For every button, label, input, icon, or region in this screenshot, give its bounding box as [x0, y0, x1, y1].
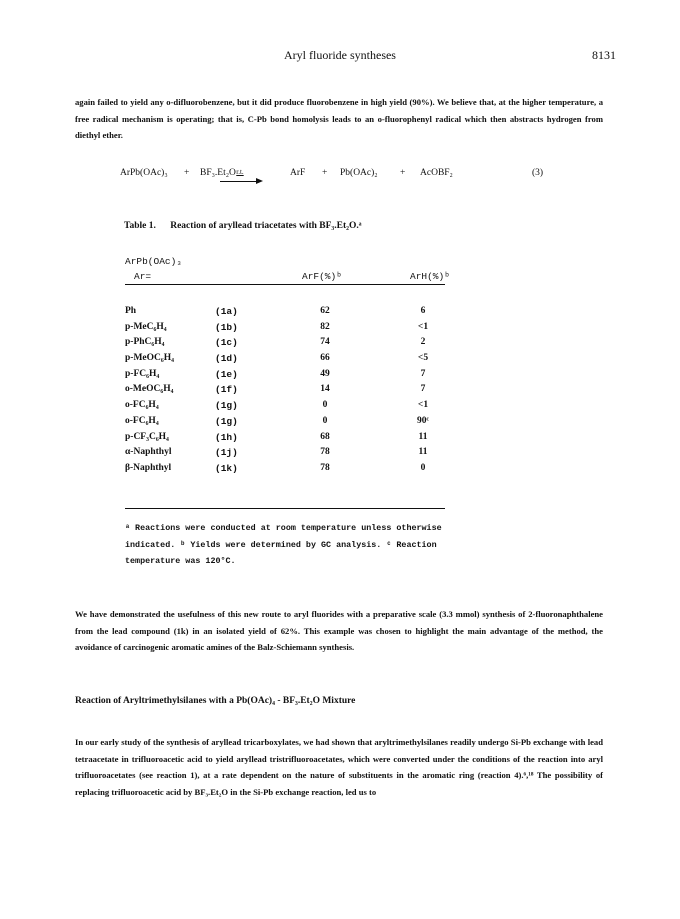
cell-code: (1k) [215, 462, 238, 474]
cell-ar: o-FC₆H₄ [125, 400, 159, 411]
cell-arf: 49 [320, 368, 330, 379]
table-caption [124, 221, 362, 231]
cell-ar: β-Naphthyl [125, 462, 172, 473]
table-header-rule [125, 284, 445, 285]
cell-ar: p-CF₃C₆H₄ [125, 431, 169, 442]
cell-arf: 82 [320, 321, 330, 332]
paragraph-2: We have demonstrated the usefulness of this new route to aryl fluorides with a preparative scale (3.3 mmol) synthesis of 2-fluoronaphthalene from the lead compound (1k) in an isolated yield of 62%. This example was chosen to highlight the main advantage of the method, the avoidance of carcinogenic aromatic amines of the Balz-Schiemann synthesis. [75, 609, 603, 652]
paragraph-3: In our early study of the synthesis of aryllead tricarboxylates, we had shown that aryltrimethylsilanes readily undergo Si-Pb exchange with lead tetraacetate in trifluoroacetic acid to yield aryllead tristrifluoroacetates, which were converted under the conditions of the reaction into aryl trifluoroacetates (see reaction 1), at a rate dependent on the nature of substituents in the aromatic ring (reaction 4).⁶,¹⁸ The possibility of replacing trifluoroacetic acid by BF₃.Et₂O in the Si-Pb exchange reaction, led us to [75, 737, 603, 797]
cell-arf: 62 [320, 306, 330, 316]
table-caption-text: Reaction of aryllead triacetates with BF₃.Et₂O.ᵃ [170, 221, 362, 231]
cell-arf: 78 [320, 447, 330, 458]
column-header-ar: Ar= [134, 271, 152, 282]
paragraph-1: again failed to yield any o-difluorobenzene, but it did produce fluorobenzene in high yield (90%). We believe that, at the higher temperature, a free radical mechanism is operating; that is, C-Pb bond homolysis leads to an o-fluorophenyl radical which then abstracts hydrogen from diethyl ether. [75, 97, 603, 140]
cell-ar: p-FC₆H₄ [125, 368, 160, 379]
table-footer-rule [125, 508, 445, 509]
plus-sign: + [184, 168, 190, 178]
cell-arf: 0 [322, 400, 328, 411]
product-lead-diacetate: Pb(OAc)₂ [340, 168, 378, 178]
cell-code: (1g) [215, 415, 238, 427]
cell-code: (1f) [215, 384, 238, 396]
cell-ar: o-FC₆H₄ [125, 415, 159, 426]
table-row [125, 447, 465, 463]
cell-code: (1e) [215, 368, 238, 380]
cell-arh: 11 [418, 431, 428, 442]
cell-code: (1b) [215, 321, 238, 333]
section-heading: Reaction of Aryltrimethylsilanes with a Pb(OAc)₄ - BF₃.Et₂O Mixture [75, 696, 356, 706]
cell-arh: 7 [420, 368, 426, 379]
cell-arf: 0 [322, 415, 328, 426]
cell-arf: 66 [320, 353, 330, 364]
cell-ar: α-Naphthyl [125, 447, 172, 458]
cell-arh: 2 [420, 337, 426, 348]
reaction-arrow-head [256, 178, 263, 184]
cell-arh: 6 [420, 306, 426, 316]
table-row [125, 400, 465, 416]
column-group-label: ArPb(OAc)₃ [125, 256, 183, 267]
table-row [125, 432, 465, 448]
cell-ar: p-PhC₆H₄ [125, 337, 165, 348]
reaction-arrow [220, 181, 258, 182]
cell-arf: 78 [320, 462, 330, 473]
table-row [125, 306, 465, 322]
equation-number: (3) [532, 168, 544, 178]
page-number: 8131 [592, 48, 616, 62]
cell-ar: o-MeOC₆H₄ [125, 384, 174, 395]
reactant-aryllead: ArPb(OAc)₃ [120, 168, 168, 178]
table-row [125, 463, 465, 479]
cell-code: (1c) [215, 337, 238, 349]
cell-arf: 68 [320, 431, 330, 442]
reactant-bf3-etherate: BF₃.Et₂O [200, 168, 236, 178]
column-header-arh: ArH(%)ᵇ [410, 271, 450, 282]
product-arf: ArF [290, 168, 306, 178]
cell-ar: Ph [125, 306, 137, 316]
cell-ar: p-MeC₆H₄ [125, 321, 167, 332]
table-row [125, 384, 465, 400]
cell-ar: p-MeOC₆H₄ [125, 353, 174, 364]
cell-arh: <1 [417, 400, 429, 411]
cell-arh: 7 [420, 384, 426, 395]
cell-arh: <5 [417, 353, 429, 364]
table-footnote: ᵃ Reactions were conducted at room temperature unless otherwise indicated. ᵇ Yields were determined by GC analysis. ᶜ Reaction temperature was 120°C. [125, 523, 442, 566]
cell-arh: 0 [420, 462, 426, 473]
column-header-arf: ArF(%)ᵇ [302, 271, 342, 282]
cell-arh: 90ᶜ [417, 415, 429, 426]
cell-arf: 74 [320, 337, 330, 348]
cell-code: (1d) [215, 353, 238, 365]
running-header-title: Aryl fluoride syntheses [284, 48, 396, 62]
table-row [125, 369, 465, 385]
table-row [125, 322, 465, 338]
reaction-equation-3 [120, 168, 560, 188]
cell-code: (1j) [215, 447, 238, 459]
cell-arf: 14 [320, 384, 330, 395]
cell-arh: <1 [417, 321, 429, 332]
table-row [125, 416, 465, 432]
cell-arh: 11 [418, 447, 428, 458]
reaction-condition: r.t. [236, 168, 244, 176]
table-row [125, 337, 465, 353]
plus-sign: + [322, 168, 328, 178]
table-body [125, 306, 465, 479]
plus-sign: + [400, 168, 406, 178]
product-acobf2: AcOBF₂ [420, 168, 453, 178]
table-row [125, 353, 465, 369]
cell-code: (1a) [215, 306, 238, 317]
cell-code: (1h) [215, 431, 238, 443]
table-label: Table 1. [124, 221, 156, 231]
cell-code: (1g) [215, 400, 238, 412]
